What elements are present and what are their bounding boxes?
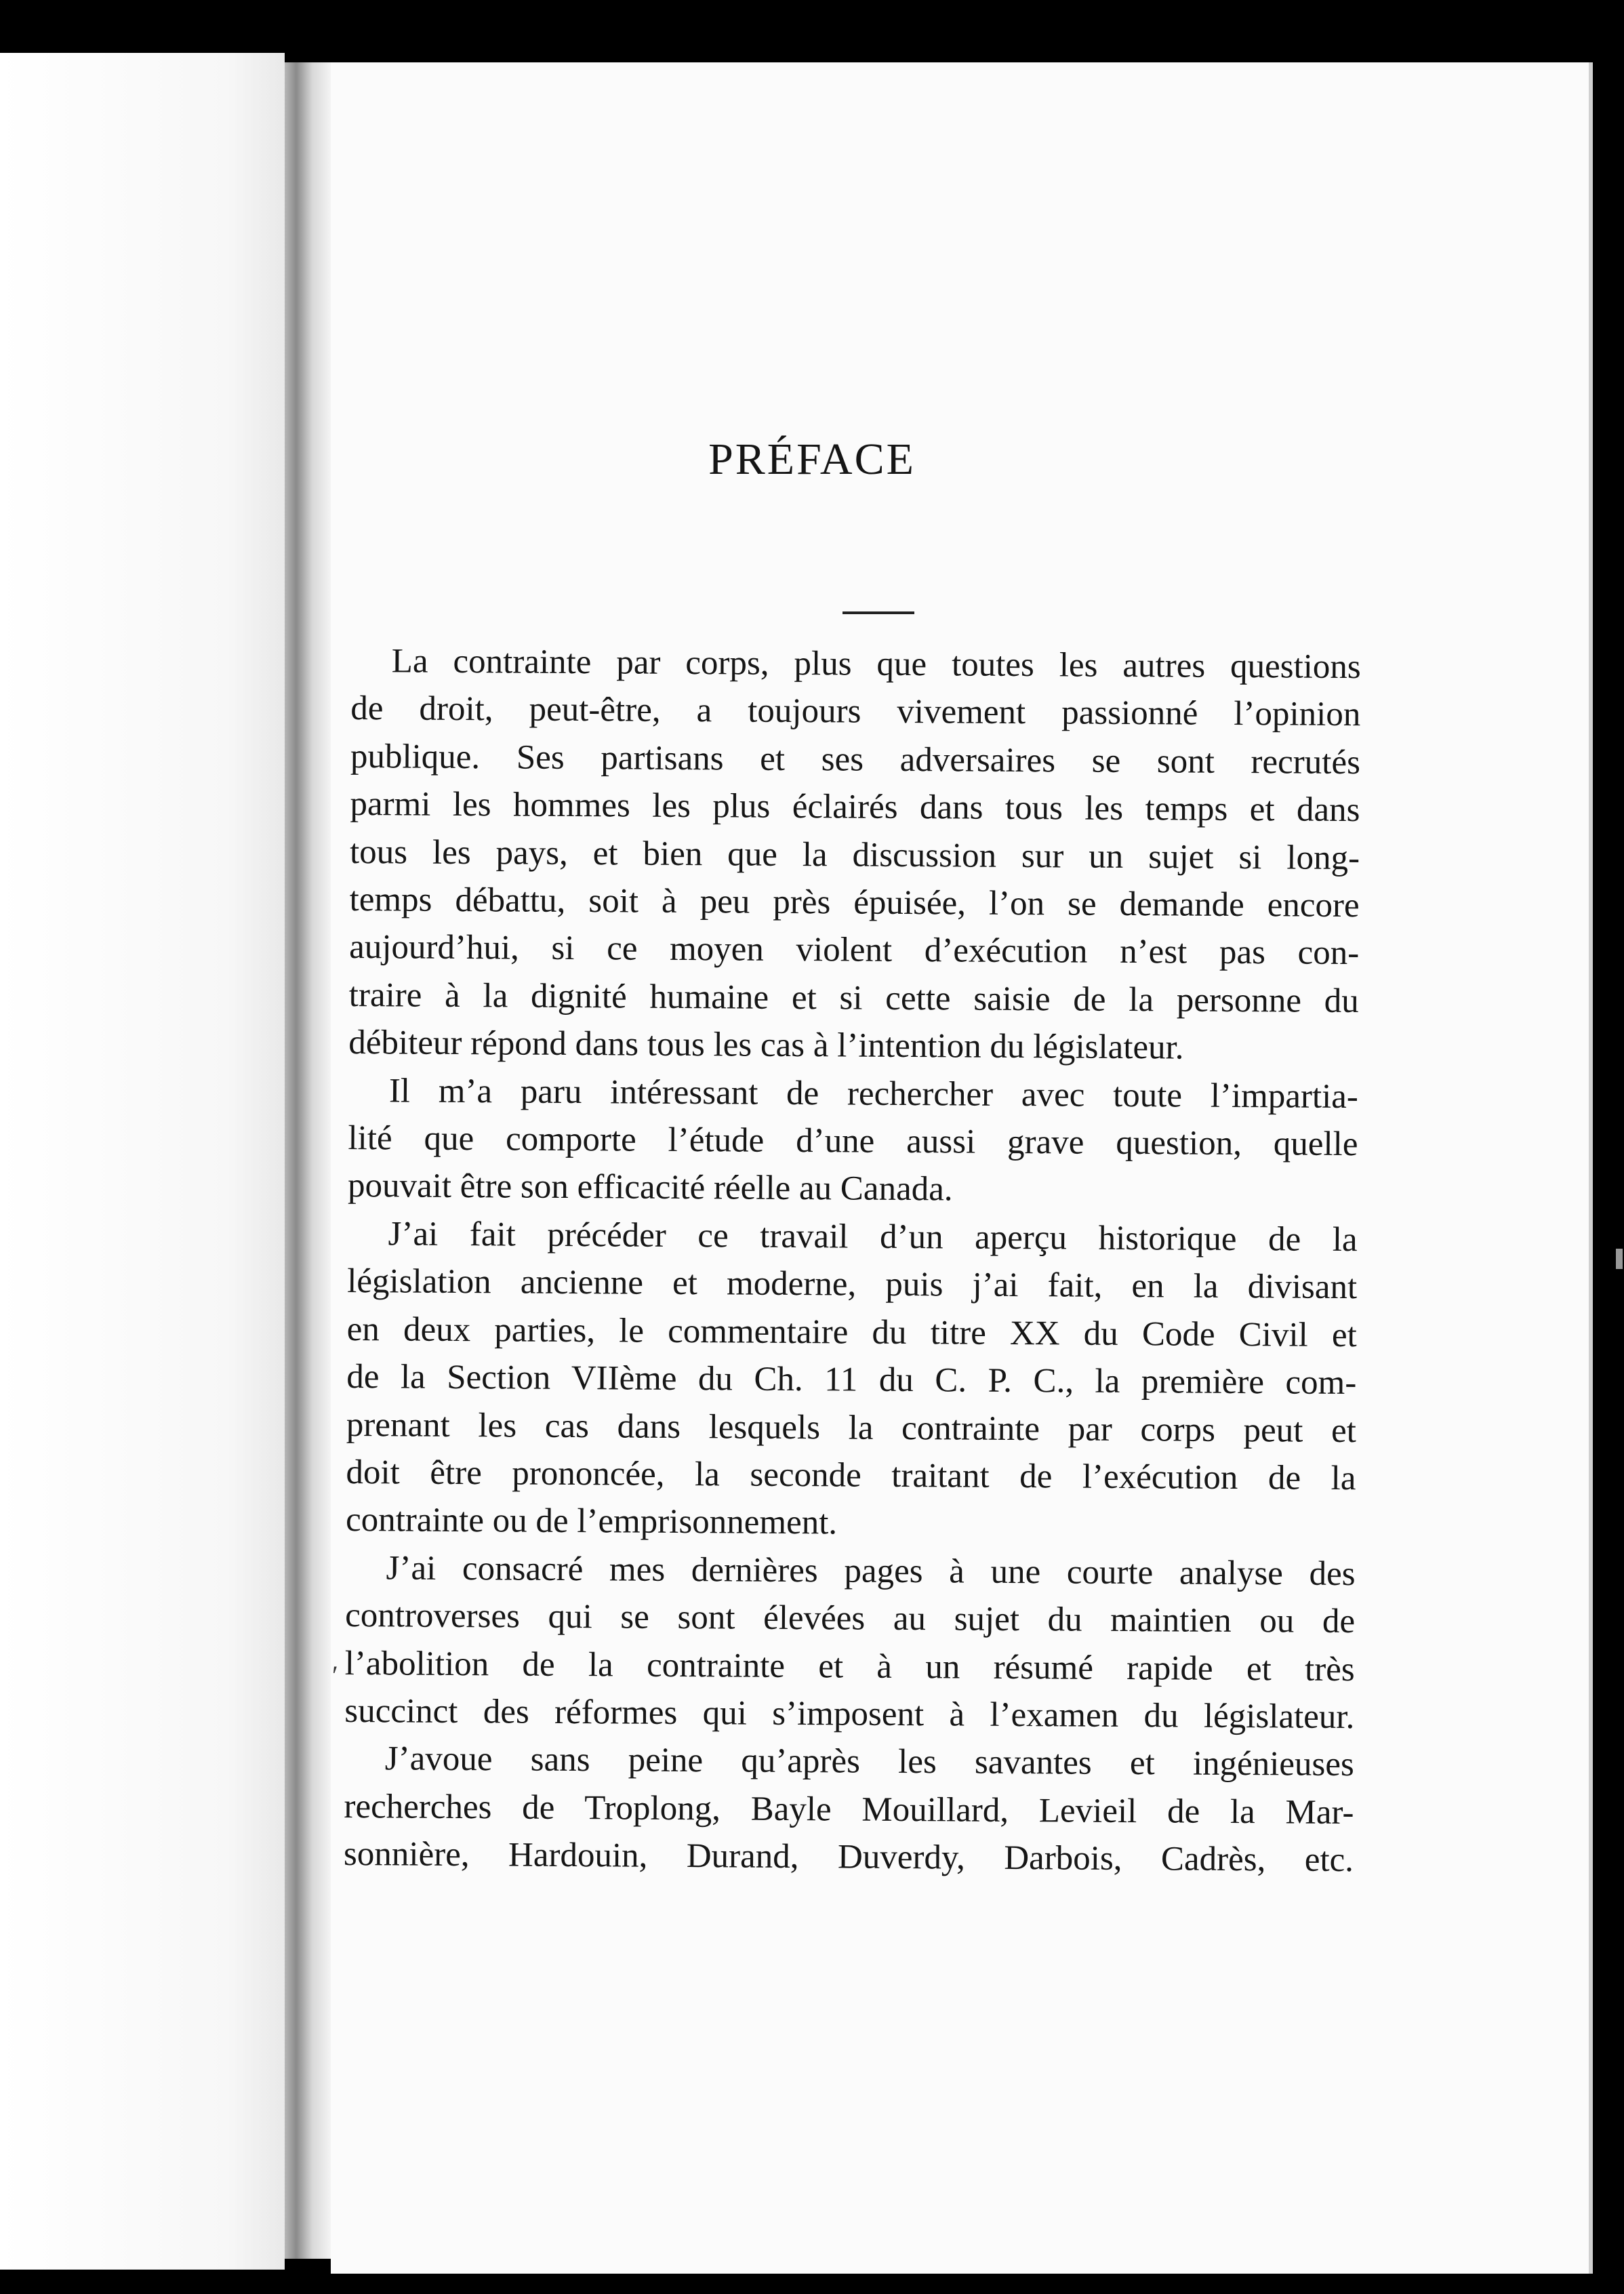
page-title: PRÉFACE [708, 435, 916, 484]
text-line: débiteur répond dans tous les cas à l’intention du législateur. [348, 1024, 1184, 1067]
text-line: J’ai consacré mes dernières pages à une courte analyse des [386, 1549, 1356, 1593]
text-line: temps débattu, soit à peu près épuisée, l’on se demande encore [349, 881, 1360, 925]
title-rule [843, 611, 914, 614]
text-line: contrainte ou de l’emprisonnement. [345, 1501, 838, 1542]
text-line: J’avoue sans peine qu’après les savantes et ingénieuses [384, 1739, 1355, 1784]
paragraph-4 [344, 1544, 1356, 1742]
text-line: aujourd’hui, si ce moyen violent d’exécution n’est pas con- [349, 928, 1360, 973]
text-line: publique. Ses partisans et ses adversaires se sont recrutés [350, 737, 1361, 782]
paragraph-5 [344, 1735, 1354, 1884]
text-line: de la Section VIIème du Ch. 11 du C. P. C., la première com- [346, 1358, 1357, 1403]
text-line: parmi les hommes les plus éclairés dans tous les temps et dans [350, 785, 1360, 830]
text-line: traire à la dignité humaine et si cette saisie de la personne du [348, 975, 1359, 1020]
text-line: de droit, peut-être, a toujours vivement passionné l’opinion [350, 689, 1361, 734]
page-right-edge [1589, 62, 1593, 2274]
text-line: controverses qui se sont élevées au sujet du maintien ou de [345, 1596, 1356, 1641]
text-line: La contrainte par corps, plus que toutes les autres questions [391, 642, 1361, 687]
previous-page-edge [0, 53, 285, 2270]
binding-gutter [285, 62, 331, 2259]
text-line: législation ancienne et moderne, puis j’ai fait, en la divisant [347, 1262, 1358, 1307]
text-line: J’ai fait précéder ce travail d’un aperçu historique de la [388, 1215, 1358, 1259]
text-line: lité que comporte l’étude d’une aussi grave question, quelle [348, 1119, 1358, 1164]
paragraph-2 [348, 1067, 1358, 1216]
text-line: Il m’a paru intéressant de rechercher avec toute l’impartia- [388, 1072, 1359, 1116]
text-line: tous les pays, et bien que la discussion sur un sujet si long- [349, 832, 1360, 877]
preface-body [344, 637, 1361, 1885]
stray-mark: ʹ [332, 1660, 338, 1691]
text-line: pouvait être son efficacité réelle au Canada. [347, 1167, 953, 1209]
paragraph-3 [346, 1210, 1358, 1550]
text-line: recherches de Troplong, Bayle Mouillard, Levieil de la Mar- [344, 1787, 1354, 1832]
scan-speck [1616, 1249, 1623, 1269]
paragraph-1 [348, 637, 1361, 1073]
text-line: en deux parties, le commentaire du titre XX du Code Civil et [346, 1310, 1357, 1354]
text-line: succinct des réformes qui s’imposent à l’examen du législateur. [344, 1691, 1355, 1737]
text-line: sonnière, Hardouin, Durand, Duverdy, Darbois, Cadrès, etc. [343, 1835, 1354, 1880]
text-line: l’abolition de la contrainte et à un résumé rapide et très [344, 1644, 1355, 1689]
text-line: doit être prononcée, la seconde traitant de l’exécution de la [346, 1453, 1356, 1497]
text-line: prenant les cas dans lesquels la contrainte par corps peut et [346, 1405, 1357, 1450]
